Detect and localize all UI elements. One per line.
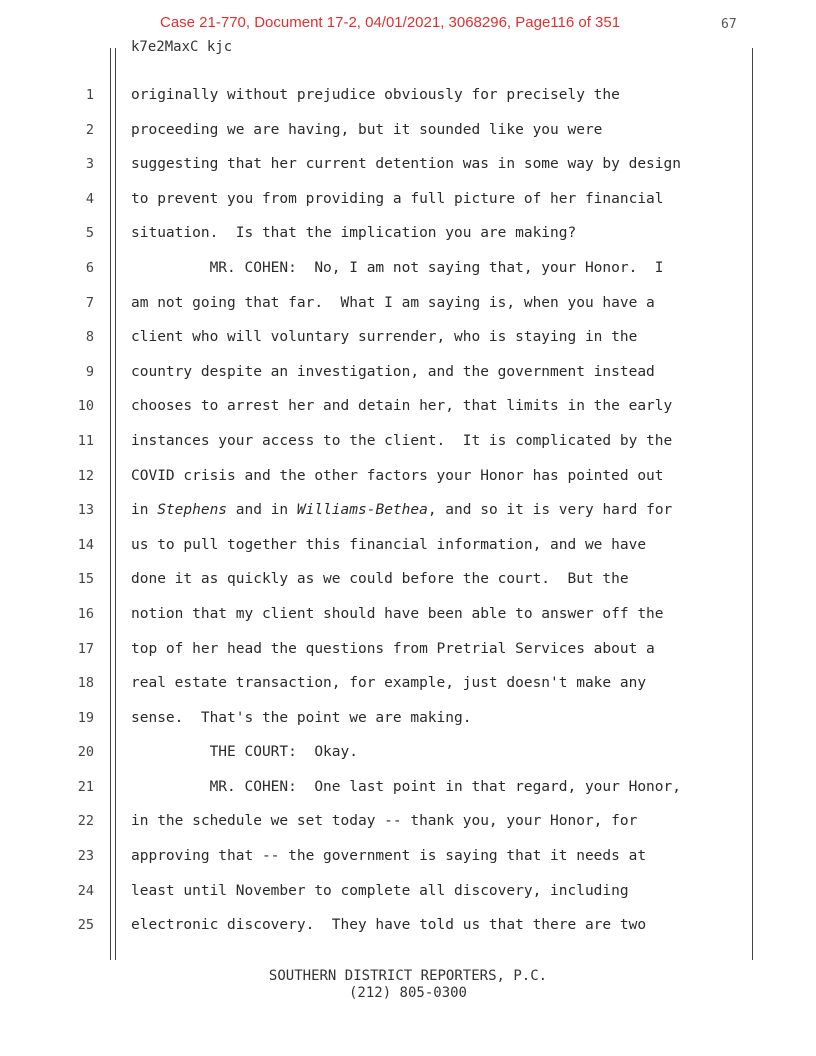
transcript-line: proceeding we are having, but it sounded like you were [131, 121, 603, 138]
line-number: 20 [77, 744, 94, 761]
line-number: 24 [77, 882, 94, 899]
line-number: 12 [77, 467, 94, 484]
line-number: 19 [77, 709, 94, 726]
line-number: 6 [85, 259, 94, 276]
line-number: 16 [77, 605, 94, 622]
transcript-text: , and so it is very hard for [427, 502, 673, 519]
transcript-line: done it as quickly as we could before the court. But the [131, 571, 629, 588]
transcript-text: in [131, 502, 158, 519]
line-number: 13 [77, 502, 94, 519]
line-number: 5 [85, 225, 94, 242]
transcript-line: COVID crisis and the other factors your Honor has pointed out [131, 467, 664, 484]
transcript-line: in the schedule we set today -- thank you, your Honor, for [131, 813, 638, 830]
header-code: k7e2MaxC kjc [131, 39, 233, 55]
transcript-line: approving that -- the government is saying that it needs at [131, 848, 647, 865]
transcript-line: originally without prejudice obviously for precisely the [131, 87, 620, 103]
line-number: 11 [77, 432, 94, 449]
line-number: 17 [77, 640, 94, 657]
transcript-line: least until November to complete all discovery, including [131, 882, 629, 899]
transcript-line: MR. COHEN: One last point in that regard, your Honor, [131, 778, 681, 795]
line-number: 18 [77, 675, 94, 692]
line-number: 3 [85, 156, 94, 173]
line-numbers [70, 78, 94, 943]
line-number: 22 [77, 813, 94, 830]
line-number: 10 [77, 398, 94, 415]
footer-reporter: SOUTHERN DISTRICT REPORTERS, P.C. [268, 968, 548, 984]
transcript-body [131, 78, 741, 943]
transcript-line: THE COURT: Okay. [131, 744, 358, 761]
transcript-line: country despite an investigation, and the government instead [131, 363, 655, 380]
transcript-line: real estate transaction, for example, just doesn't make any [131, 675, 647, 692]
transcript-line: to prevent you from providing a full picture of her financial [131, 190, 664, 207]
transcript-line: am not going that far. What I am saying is, when you have a [131, 294, 655, 311]
line-number: 8 [85, 329, 94, 346]
case-name: Stephens [157, 502, 228, 519]
transcript-text: and in [227, 502, 297, 519]
transcript-line: MR. COHEN: No, I am not saying that, your Honor. I [131, 259, 664, 276]
footer-phone: (212) 805-0300 [348, 985, 467, 1001]
line-number: 14 [77, 536, 94, 553]
line-number: 25 [77, 917, 94, 934]
line-number: 4 [85, 190, 94, 207]
transcript-line: top of her head the questions from Pretrial Services about a [131, 640, 655, 657]
transcript-line: notion that my client should have been able to answer off the [131, 605, 664, 622]
line-number: 2 [85, 121, 94, 138]
line-number: 1 [85, 87, 94, 103]
transcript-line: client who will voluntary surrender, who is staying in the [131, 329, 638, 346]
transcript-line: us to pull together this financial information, and we have [131, 536, 647, 553]
transcript-line [131, 493, 741, 528]
transcript-line: chooses to arrest her and detain her, that limits in the early [131, 398, 673, 415]
left-margin-rule-inner [115, 48, 116, 960]
transcript-line: electronic discovery. They have told us that there are two [131, 917, 647, 934]
transcript-line: suggesting that her current detention was in some way by design [131, 156, 681, 173]
transcript-line: sense. That's the point we are making. [131, 709, 472, 726]
transcript-line: instances your access to the client. It is complicated by the [131, 432, 673, 449]
line-number: 9 [85, 363, 94, 380]
footer [0, 968, 816, 1002]
page-number: 67 [721, 17, 737, 32]
right-margin-rule [752, 48, 753, 960]
case-name: Williams-Bethea [296, 502, 428, 519]
header-stamp: Case 21-770, Document 17-2, 04/01/2021, 3068296, Page116 of 351 [160, 14, 621, 31]
line-number: 7 [85, 294, 94, 311]
transcript-line: situation. Is that the implication you are making? [131, 225, 577, 242]
line-number: 23 [77, 848, 94, 865]
left-margin-rule-outer [110, 48, 111, 960]
line-number: 21 [77, 778, 94, 795]
line-number: 15 [77, 571, 94, 588]
